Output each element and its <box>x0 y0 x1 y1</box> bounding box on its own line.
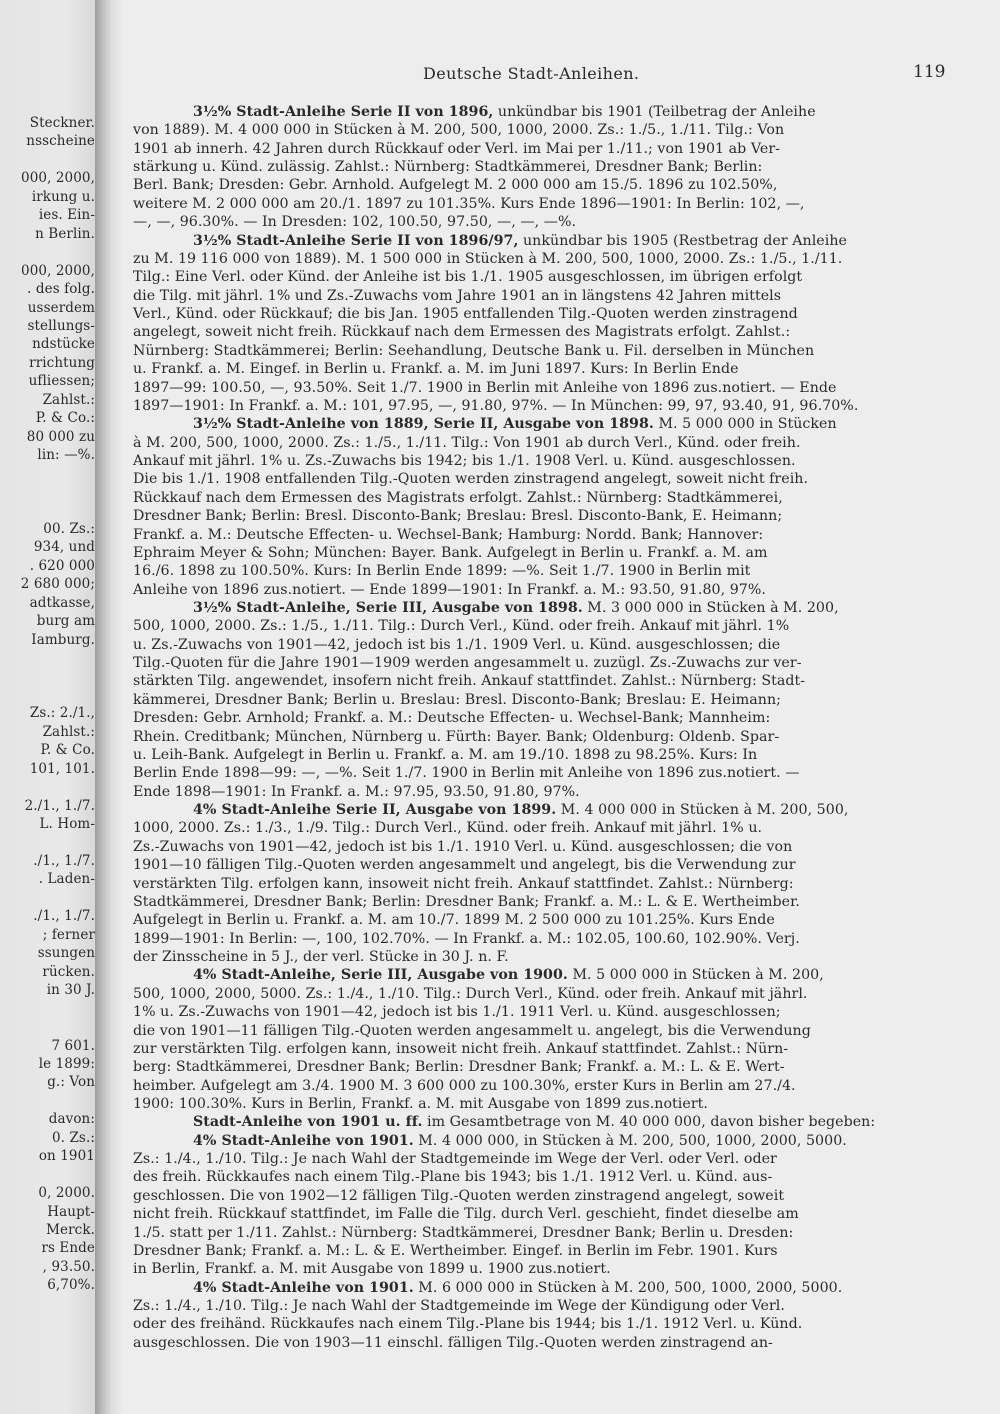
left-edge-fragment: 6,70%. <box>47 1277 95 1294</box>
body-line: 1901—10 fälligen Tilg.-Quoten werden angesammelt und angelegt, bis die Verwendung zur <box>133 857 796 874</box>
body-line: stärkten Tilg. angewendet, insofern nicht freih. Ankauf stattfindet. Zahlst.: Nürnberg: Stadt- <box>133 673 806 690</box>
left-edge-fragment: L. Hom- <box>39 816 95 833</box>
body-line: 500, 1000, 2000, 5000. Zs.: 1./4., 1./10. Tilg.: Durch Verl., Künd. oder freih. Ankauf mit jährl. <box>133 985 808 1002</box>
body-line: Zs.: 1./4., 1./10. Tilg.: Je nach Wahl der Stadtgemeinde im Wege der Kündigung oder Verl. <box>133 1298 785 1315</box>
body-line: weitere M. 2 000 000 am 20./1. 1897 zu 101.35%. Kurs Ende 1896—1901: In Berlin: 102, —, <box>133 195 805 212</box>
body-line: u. Frankf. a. M. Eingef. in Berlin u. Frankf. a. M. im Juni 1897. Kurs: In Berlin Ende <box>133 361 739 378</box>
left-edge-fragment: 7 601. <box>51 1037 95 1054</box>
body-line: Ephraim Meyer & Sohn; München: Bayer. Bank. Aufgelegt in Berlin u. Frankf. a. M. am <box>133 544 768 561</box>
body-line: zur verstärkten Tilg. erfolgen kann, insoweit nicht freih. Ankauf stattfindet. Zahlst.: Nürn- <box>133 1040 789 1057</box>
page-number: 119 <box>913 62 946 82</box>
entry-heading-line: 3½% Stadt-Anleihe Serie II von 1896, unkündbar bis 1901 (Teilbetrag der Anleihe <box>193 104 816 120</box>
left-edge-fragment: nsscheine <box>26 133 95 150</box>
book-gutter <box>95 0 123 1414</box>
body-line: die Tilg. mit jährl. 1% und Zs.-Zuwachs vom Jahre 1901 an in längstens 42 Jahren mittels <box>133 287 782 304</box>
body-line: u. Leih-Bank. Aufgelegt in Berlin u. Frankf. a. M. am 19./10. 1898 zu 98.25%. Kurs: In <box>133 746 758 763</box>
left-edge-fragment: g.: Von <box>47 1074 95 1091</box>
left-edge-fragment: 2./1., 1./7. <box>24 797 95 814</box>
body-line: verstärkten Tilg. erfolgen kann, insoweit nicht freih. Ankauf stattfindet. Zahlst.: Nürnberg: <box>133 875 794 892</box>
body-line: geschlossen. Die von 1902—12 fälligen Tilg.-Quoten werden zinstragend angelegt, soweit <box>133 1187 785 1204</box>
left-edge-fragment: adtkasse, <box>29 594 95 611</box>
body-line: Nürnberg: Stadtkämmerei; Berlin: Seehandlung, Deutsche Bank u. Fil. derselben in München <box>133 342 815 359</box>
left-edge-fragment: Zahlst.: <box>42 723 95 740</box>
left-edge-fragment: 000, 2000, <box>21 262 95 279</box>
body-line: 1./5. statt per 1./11. Zahlst.: Nürnberg: Stadtkämmerei, Dresdner Bank; Berlin u. Dresden: <box>133 1224 794 1241</box>
left-edge-fragment: rs Ende <box>41 1240 95 1257</box>
body-line: 1901 ab innerh. 42 Jahren durch Rückkauf oder Verl. im Mai per 1./11.; von 1901 ab Ver- <box>133 140 780 157</box>
body-line: Die bis 1./1. 1908 entfallenden Tilg.-Quoten werden zinstragend angelegt, soweit nicht freih. <box>133 471 809 488</box>
body-line: kämmerei, Dresdner Bank; Berlin u. Breslau: Bresl. Disconto-Bank; Breslau: E. Heimann; <box>133 691 781 708</box>
body-line: ausgeschlossen. Die von 1903—11 einschl. fälligen Tilg.-Quoten werden zinstragend an- <box>133 1334 773 1351</box>
body-line: 1900: 100.30%. Kurs in Berlin, Frankf. a. M. mit Ausgabe von 1899 zus.notiert. <box>133 1095 708 1112</box>
body-line: Aufgelegt in Berlin u. Frankf. a. M. am 10./7. 1899 M. 2 500 000 zu 101.25%. Kurs Ende <box>133 912 775 929</box>
left-edge-fragment: usserdem <box>27 299 95 316</box>
body-line: —, —, 96.30%. — In Dresden: 102, 100.50, 97.50, —, —, —%. <box>133 214 577 231</box>
body-line: heimber. Aufgelegt am 3./4. 1900 M. 3 600 000 zu 100.30%, erster Kurs in Berlin am 27./4. <box>133 1077 796 1094</box>
left-edge-fragment: in 30 J. <box>46 982 95 999</box>
body-line: 16./6. 1898 zu 100.50%. Kurs: In Berlin Ende 1899: —%. Seit 1./7. 1900 in Berlin mit <box>133 563 751 580</box>
body-line: Dresdner Bank; Frankf. a. M.: L. & E. Wertheimber. Eingef. in Berlin im Febr. 1901. Kurs <box>133 1242 778 1259</box>
body-line: Berlin Ende 1898—99: —, —%. Seit 1./7. 1900 in Berlin mit Anleihe von 1896 zus.notiert. — <box>133 765 800 782</box>
body-line: des freih. Rückkaufes nach einem Tilg.-Plane bis 1943; bis 1./1. 1912 Verl. u. Künd. aus- <box>133 1169 773 1186</box>
left-edge-fragment: 80 000 zu <box>26 428 95 445</box>
left-edge-fragment: 101, 101. <box>29 760 95 777</box>
left-edge-fragment: rrichtung <box>29 354 95 371</box>
body-line: Rhein. Creditbank; München, Nürnberg u. Fürth: Bayer. Bank; Oldenburg: Oldenb. Spar- <box>133 728 780 745</box>
body-line: Rückkauf nach dem Ermessen des Magistrats erfolgt. Zahlst.: Nürnberg: Stadtkämmerei, <box>133 489 783 506</box>
left-edge-fragment: 000, 2000, <box>21 170 95 187</box>
left-edge-fragment: ies. Ein- <box>38 207 95 224</box>
left-edge-fragment: 934, und <box>33 539 95 556</box>
left-edge-fragment: Steckner. <box>29 115 95 131</box>
left-edge-fragment: lin: —%. <box>37 447 95 464</box>
body-line: zu M. 19 116 000 von 1889). M. 1 500 000 in Stücken à M. 200, 500, 1000, 2000. Zs.: 1./5., 1./11. <box>133 250 843 267</box>
entry-heading-line: Stadt-Anleihe von 1901 u. ff. im Gesamtbetrage von M. 40 000 000, davon bisher begeben: <box>193 1114 876 1131</box>
left-edge-fragment: ./1., 1./7. <box>33 908 95 925</box>
entry-heading-line: 4% Stadt-Anleihe, Serie III, Ausgabe von 1900. M. 5 000 000 in Stücken à M. 200, <box>193 967 824 984</box>
body-line: 1899—1901: In Berlin: —, 100, 102.70%. — In Frankf. a. M.: 102.05, 100.60, 102.90%. Verj. <box>133 930 800 947</box>
body-line: nicht freih. Rückkauf stattfindet, im Falle die Tilg. durch Verl. geschieht, findet dieselbe am <box>133 1206 799 1223</box>
left-edge-fragment: . des folg. <box>27 281 95 298</box>
left-edge-fragment: le 1899: <box>38 1055 95 1072</box>
body-line: die von 1901—11 fälligen Tilg.-Quoten werden angesammelt u. angelegt, bis die Verwendung <box>133 1022 811 1039</box>
left-edge-fragment: 00. Zs.: <box>43 520 95 537</box>
left-edge-fragment: ndstücke <box>32 336 95 353</box>
body-line: 1000, 2000. Zs.: 1./3., 1./9. Tilg.: Durch Verl., Künd. oder freih. Ankauf mit jährl. 1% u. <box>133 820 763 837</box>
body-line: u. Zs.-Zuwachs von 1901—42, jedoch ist bis 1./1. 1909 Verl. u. Künd. ausgeschlossen; die <box>133 636 781 653</box>
body-line: oder des freihänd. Rückkaufes nach einem Tilg.-Plane bis 1944; bis 1./1. 1912 Verl. u. Künd. <box>133 1316 803 1333</box>
body-line: Verl., Künd. oder Rückkauf; die bis Jan. 1905 entfallenden Tilg.-Quoten werden zinstragend <box>133 306 798 323</box>
body-line: 1897—99: 100.50, —, 93.50%. Seit 1./7. 1900 in Berlin mit Anleihe von 1896 zus.notiert. — Ende <box>133 379 837 396</box>
body-line: Ankauf mit jährl. 1% u. Zs.-Zuwachs bis 1942; bis 1./1. 1908 Verl. u. Künd. ausgeschlossen. <box>133 453 796 470</box>
body-line: stärkung u. Künd. zulässig. Zahlst.: Nürnberg: Stadtkämmerei, Dresdner Bank; Berlin: <box>133 159 763 176</box>
body-line: Berl. Bank; Dresden: Gebr. Arnhold. Aufgelegt M. 2 000 000 am 15./5. 1896 zu 102.50%, <box>133 177 778 194</box>
left-edge-fragment: . 620 000 <box>29 557 95 574</box>
entry-heading-line: 4% Stadt-Anleihe Serie II, Ausgabe von 1899. M. 4 000 000 in Stücken à M. 200, 500, <box>193 802 849 819</box>
left-page-edge <box>0 0 95 1414</box>
body-line: in Berlin, Frankf. a. M. mit Ausgabe von 1899 u. 1900 zus.notiert. <box>133 1261 611 1278</box>
body-line: berg: Stadtkämmerei, Dresdner Bank; Berlin: Dresdner Bank; Frankf. a. M.: L. & E. Wert- <box>133 1059 785 1076</box>
left-edge-fragment: ssungen <box>37 945 95 962</box>
body-line: Tilg.-Quoten für die Jahre 1901—1909 werden angesammelt u. zuzügl. Zs.-Zuwachs zur ver- <box>133 655 802 672</box>
left-edge-fragment: P. & Co. <box>40 742 95 759</box>
left-edge-fragment: on 1901 <box>38 1148 95 1165</box>
body-line: Tilg.: Eine Verl. oder Künd. der Anleihe ist bis 1./1. 1905 ausgeschlossen, im übrigen erfolgt <box>133 269 803 286</box>
body-line: Zs.: 1./4., 1./10. Tilg.: Je nach Wahl der Stadtgemeinde im Wege der Verl. oder Verl. oder <box>133 1151 777 1168</box>
body-line: Zs.-Zuwachs von 1901—42, jedoch ist bis 1./1. 1910 Verl. u. Künd. ausgeschlossen; die von <box>133 838 793 855</box>
left-edge-fragment: ./1., 1./7. <box>33 853 95 869</box>
left-edge-fragment: burg am <box>36 613 95 630</box>
body-line: Frankf. a. M.: Deutsche Effecten- u. Wechsel-Bank; Hamburg: Nordd. Bank; Hannover: <box>133 526 764 543</box>
body-line: Dresden: Gebr. Arnhold; Frankf. a. M.: Deutsche Effecten- u. Wechsel-Bank; Mannheim: <box>133 710 771 727</box>
left-edge-fragment: ; ferner <box>42 926 95 943</box>
body-line: Anleihe von 1896 zus.notiert. — Ende 1899—1901: In Frankf. a. M.: 93.50, 91.80, 97%. <box>133 581 766 598</box>
left-edge-fragment: 0. Zs.: <box>51 1129 95 1146</box>
left-edge-fragment: Merck. <box>46 1222 95 1238</box>
left-edge-fragment: Iamburg. <box>31 631 95 648</box>
body-line: 1% u. Zs.-Zuwachs von 1901—42, jedoch ist bis 1./1. 1911 Verl. u. Künd. ausgeschlossen; <box>133 1004 781 1021</box>
left-edge-fragment: 2 680 000; <box>20 576 95 593</box>
entry-heading-line: 4% Stadt-Anleihe von 1901. M. 4 000 000, in Stücken à M. 200, 500, 1000, 2000, 5000. <box>193 1132 847 1149</box>
left-edge-fragment: Haupt- <box>47 1203 95 1220</box>
entry-heading-line: 3½% Stadt-Anleihe, Serie III, Ausgabe von 1898. M. 3 000 000 in Stücken à M. 200, <box>193 599 839 616</box>
left-edge-fragment: ufliessen; <box>28 373 95 390</box>
body-line: 1897—1901: In Frankf. a. M.: 101, 97.95, —, 91.80, 97%. — In München: 99, 97, 93.40, 91, 96.70%. <box>133 397 859 414</box>
body-line: Dresdner Bank; Berlin: Bresl. Disconto-Bank; Breslau: Bresl. Disconto-Bank, E. Heimann; <box>133 508 783 525</box>
left-edge-fragment: Zs.: 2./1., <box>29 705 95 722</box>
entry-heading-line: 3½% Stadt-Anleihe Serie II von 1896/97, unkündbar bis 1905 (Restbetrag der Anleihe <box>193 232 847 249</box>
body-line: Stadtkämmerei, Dresdner Bank; Berlin: Dresdner Bank; Frankf. a. M.: L. & E. Wertheimber. <box>133 893 800 910</box>
left-edge-fragment: , 93.50. <box>42 1258 95 1275</box>
left-edge-fragment: davon: <box>48 1111 95 1128</box>
left-edge-fragment: n Berlin. <box>35 225 95 242</box>
left-edge-fragment: 0, 2000. <box>38 1185 95 1202</box>
entry-heading-line: 3½% Stadt-Anleihe von 1889, Serie II, Ausgabe von 1898. M. 5 000 000 in Stücken <box>193 416 837 433</box>
left-edge-fragment: . Laden- <box>38 871 95 888</box>
left-edge-fragment: rücken. <box>42 963 95 980</box>
body-line: angelegt, soweit nicht freih. Rückkauf nach dem Ermessen des Magistrats erfolgt. Zahlst.: <box>133 324 791 341</box>
left-edge-fragment: irkung u. <box>31 188 95 205</box>
body-line: der Zinsscheine in 5 J., der verl. Stücke in 30 J. n. F. <box>133 949 509 966</box>
body-line: Ende 1898—1901: In Frankf. a. M.: 97.95, 93.50, 91.80, 97%. <box>133 783 580 800</box>
right-page <box>123 0 1000 1414</box>
left-edge-fragment: Zahlst.: <box>42 391 95 408</box>
entry-heading-line: 4% Stadt-Anleihe von 1901. M. 6 000 000 in Stücken à M. 200, 500, 1000, 2000, 5000. <box>193 1279 843 1296</box>
left-edge-fragment: stellungs- <box>27 317 95 334</box>
body-line: 500, 1000, 2000. Zs.: 1./5., 1./11. Tilg.: Durch Verl., Künd. oder freih. Ankauf mit jährl. 1% <box>133 618 790 635</box>
left-edge-fragment: P. & Co.: <box>35 410 95 427</box>
running-title: Deutsche Stadt-Anleihen. <box>423 64 640 83</box>
body-line: à M. 200, 500, 1000, 2000. Zs.: 1./5., 1./11. Tilg.: Von 1901 ab durch Verl., Künd. oder freih. <box>133 434 801 451</box>
body-line: von 1889). M. 4 000 000 in Stücken à M. 200, 500, 1000, 2000. Zs.: 1./5., 1./11. Tilg.: Von <box>133 122 785 139</box>
